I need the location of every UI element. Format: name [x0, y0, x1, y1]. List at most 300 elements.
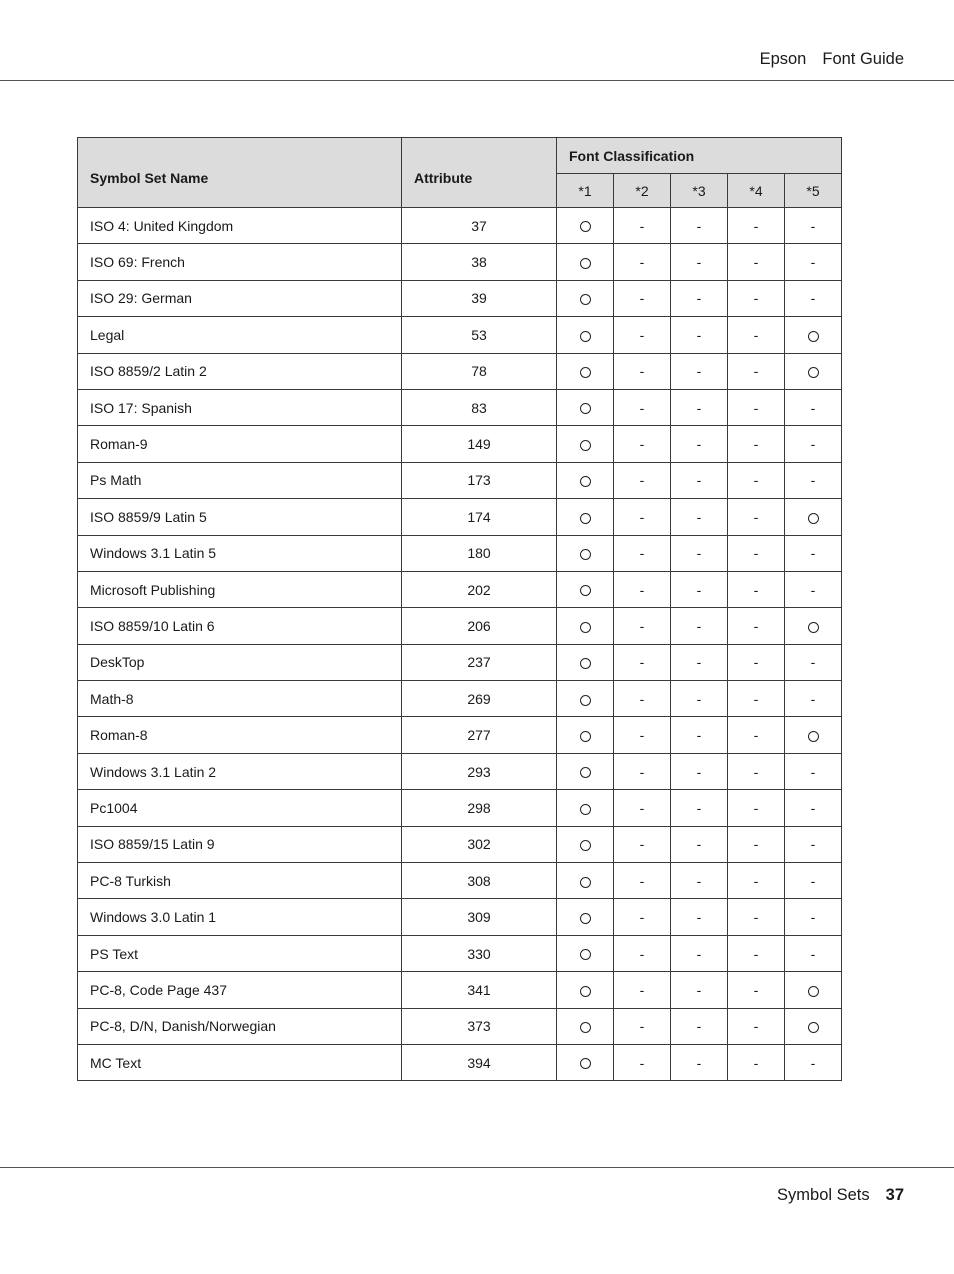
classification-cell-5: [785, 717, 842, 753]
not-supported-dash: -: [639, 763, 645, 780]
not-supported-dash: -: [696, 508, 702, 525]
not-supported-dash: -: [753, 763, 759, 780]
classification-cell-4: [728, 717, 785, 753]
not-supported-dash: -: [639, 254, 645, 271]
supported-circle-icon: [580, 767, 591, 778]
table-row: [78, 317, 842, 353]
not-supported-dash: -: [810, 836, 816, 853]
classification-cell-5: [785, 426, 842, 462]
classification-cell-2: [614, 863, 671, 899]
classification-cell-2: [614, 353, 671, 389]
classification-cell-3: [671, 753, 728, 789]
not-supported-dash: -: [753, 254, 759, 271]
classification-cell-1: [557, 753, 614, 789]
not-supported-dash: -: [696, 363, 702, 380]
classification-cell-2: [614, 644, 671, 680]
symbol-set-name: ISO 4: United Kingdom: [78, 208, 402, 244]
table-row: [78, 644, 842, 680]
classification-cell-4: [728, 1008, 785, 1044]
footer-section: Symbol Sets: [777, 1186, 870, 1204]
not-supported-dash: -: [810, 290, 816, 307]
not-supported-dash: -: [810, 472, 816, 489]
classification-cell-1: [557, 426, 614, 462]
supported-circle-icon: [808, 986, 819, 997]
not-supported-dash: -: [639, 363, 645, 380]
classification-cell-3: [671, 353, 728, 389]
symbol-set-name: PC-8, Code Page 437: [78, 972, 402, 1008]
symbol-set-name: ISO 8859/10 Latin 6: [78, 608, 402, 644]
not-supported-dash: -: [810, 945, 816, 962]
classification-cell-1: [557, 1008, 614, 1044]
classification-cell-4: [728, 608, 785, 644]
symbol-set-name: ISO 8859/15 Latin 9: [78, 826, 402, 862]
classification-cell-4: [728, 571, 785, 607]
not-supported-dash: -: [639, 945, 645, 962]
table-row: [78, 863, 842, 899]
not-supported-dash: -: [639, 508, 645, 525]
attribute-value: 309: [402, 899, 557, 935]
classification-cell-5: [785, 899, 842, 935]
supported-circle-icon: [808, 331, 819, 342]
supported-circle-icon: [808, 622, 819, 633]
supported-circle-icon: [580, 949, 591, 960]
not-supported-dash: -: [753, 799, 759, 816]
classification-cell-3: [671, 899, 728, 935]
classification-cell-5: [785, 389, 842, 425]
header-title: Font Guide: [822, 50, 904, 68]
symbol-set-name: Microsoft Publishing: [78, 571, 402, 607]
classification-cell-5: [785, 535, 842, 571]
not-supported-dash: -: [753, 472, 759, 489]
symbol-set-name: ISO 8859/9 Latin 5: [78, 499, 402, 535]
not-supported-dash: -: [810, 909, 816, 926]
not-supported-dash: -: [810, 654, 816, 671]
classification-cell-5: [785, 644, 842, 680]
supported-circle-icon: [580, 513, 591, 524]
header-rule: [0, 80, 954, 81]
not-supported-dash: -: [753, 326, 759, 343]
symbol-set-name: Pc1004: [78, 790, 402, 826]
table-row: [78, 208, 842, 244]
not-supported-dash: -: [753, 290, 759, 307]
classification-cell-2: [614, 280, 671, 316]
classification-cell-1: [557, 717, 614, 753]
classification-cell-4: [728, 244, 785, 280]
attribute-value: 53: [402, 317, 557, 353]
supported-circle-icon: [808, 1022, 819, 1033]
classification-cell-3: [671, 826, 728, 862]
classification-cell-4: [728, 826, 785, 862]
not-supported-dash: -: [696, 254, 702, 271]
not-supported-dash: -: [753, 545, 759, 562]
not-supported-dash: -: [753, 581, 759, 598]
table-row: [78, 353, 842, 389]
page-number: 37: [885, 1186, 904, 1204]
not-supported-dash: -: [810, 399, 816, 416]
classification-cell-2: [614, 571, 671, 607]
not-supported-dash: -: [639, 690, 645, 707]
classification-cell-1: [557, 208, 614, 244]
attribute-value: 180: [402, 535, 557, 571]
running-foot: [777, 1186, 904, 1205]
classification-cell-1: [557, 499, 614, 535]
classification-cell-3: [671, 863, 728, 899]
supported-circle-icon: [580, 549, 591, 560]
attribute-value: 394: [402, 1044, 557, 1080]
not-supported-dash: -: [696, 799, 702, 816]
not-supported-dash: -: [810, 217, 816, 234]
symbol-set-name: ISO 17: Spanish: [78, 389, 402, 425]
not-supported-dash: -: [696, 436, 702, 453]
classification-cell-2: [614, 935, 671, 971]
not-supported-dash: -: [696, 872, 702, 889]
classification-cell-2: [614, 1044, 671, 1080]
symbol-set-name: ISO 8859/2 Latin 2: [78, 353, 402, 389]
classification-cell-5: [785, 826, 842, 862]
classification-cell-3: [671, 681, 728, 717]
not-supported-dash: -: [639, 654, 645, 671]
classification-cell-5: [785, 244, 842, 280]
classification-cell-3: [671, 280, 728, 316]
classification-cell-3: [671, 935, 728, 971]
not-supported-dash: -: [753, 836, 759, 853]
supported-circle-icon: [580, 695, 591, 706]
not-supported-dash: -: [810, 581, 816, 598]
not-supported-dash: -: [696, 472, 702, 489]
classification-cell-4: [728, 535, 785, 571]
col-header-attribute: Attribute: [402, 138, 557, 208]
supported-circle-icon: [580, 367, 591, 378]
classification-cell-5: [785, 681, 842, 717]
not-supported-dash: -: [639, 1054, 645, 1071]
supported-circle-icon: [580, 258, 591, 269]
attribute-value: 206: [402, 608, 557, 644]
supported-circle-icon: [580, 877, 591, 888]
not-supported-dash: -: [810, 872, 816, 889]
classification-cell-4: [728, 208, 785, 244]
classification-cell-4: [728, 317, 785, 353]
table-row: [78, 972, 842, 1008]
sub-col-3: *3: [671, 174, 728, 208]
classification-cell-5: [785, 280, 842, 316]
not-supported-dash: -: [639, 981, 645, 998]
supported-circle-icon: [580, 221, 591, 232]
classification-cell-3: [671, 535, 728, 571]
attribute-value: 330: [402, 935, 557, 971]
not-supported-dash: -: [639, 909, 645, 926]
attribute-value: 173: [402, 462, 557, 498]
table-row: [78, 462, 842, 498]
classification-cell-5: [785, 863, 842, 899]
symbol-set-name: PS Text: [78, 935, 402, 971]
not-supported-dash: -: [810, 436, 816, 453]
not-supported-dash: -: [639, 436, 645, 453]
not-supported-dash: -: [696, 581, 702, 598]
classification-cell-3: [671, 608, 728, 644]
classification-cell-3: [671, 790, 728, 826]
not-supported-dash: -: [639, 872, 645, 889]
classification-cell-2: [614, 826, 671, 862]
not-supported-dash: -: [753, 690, 759, 707]
not-supported-dash: -: [639, 472, 645, 489]
classification-cell-4: [728, 972, 785, 1008]
classification-cell-1: [557, 389, 614, 425]
classification-cell-3: [671, 462, 728, 498]
not-supported-dash: -: [753, 217, 759, 234]
not-supported-dash: -: [753, 909, 759, 926]
not-supported-dash: -: [810, 254, 816, 271]
header-brand: Epson: [759, 50, 807, 68]
symbol-set-name: Math-8: [78, 681, 402, 717]
classification-cell-4: [728, 353, 785, 389]
classification-cell-3: [671, 389, 728, 425]
table-row: [78, 389, 842, 425]
classification-cell-2: [614, 790, 671, 826]
attribute-value: 373: [402, 1008, 557, 1044]
not-supported-dash: -: [810, 545, 816, 562]
not-supported-dash: -: [753, 654, 759, 671]
classification-cell-3: [671, 317, 728, 353]
classification-cell-1: [557, 317, 614, 353]
classification-cell-2: [614, 753, 671, 789]
not-supported-dash: -: [696, 545, 702, 562]
symbol-set-name: Windows 3.1 Latin 5: [78, 535, 402, 571]
not-supported-dash: -: [639, 326, 645, 343]
classification-cell-3: [671, 499, 728, 535]
supported-circle-icon: [580, 804, 591, 815]
attribute-value: 308: [402, 863, 557, 899]
supported-circle-icon: [808, 513, 819, 524]
attribute-value: 298: [402, 790, 557, 826]
classification-cell-5: [785, 608, 842, 644]
attribute-value: 38: [402, 244, 557, 280]
not-supported-dash: -: [753, 508, 759, 525]
classification-cell-1: [557, 571, 614, 607]
classification-cell-4: [728, 389, 785, 425]
table-row: [78, 753, 842, 789]
classification-cell-2: [614, 681, 671, 717]
not-supported-dash: -: [639, 727, 645, 744]
not-supported-dash: -: [639, 217, 645, 234]
classification-cell-5: [785, 499, 842, 535]
footer-rule: [0, 1167, 954, 1168]
classification-cell-5: [785, 1008, 842, 1044]
supported-circle-icon: [808, 367, 819, 378]
classification-cell-2: [614, 535, 671, 571]
symbol-set-table: [77, 137, 842, 1081]
classification-cell-3: [671, 1008, 728, 1044]
classification-cell-2: [614, 972, 671, 1008]
attribute-value: 149: [402, 426, 557, 462]
not-supported-dash: -: [639, 799, 645, 816]
not-supported-dash: -: [696, 690, 702, 707]
not-supported-dash: -: [753, 363, 759, 380]
table-row: [78, 681, 842, 717]
classification-cell-1: [557, 353, 614, 389]
supported-circle-icon: [580, 622, 591, 633]
symbol-set-name: Windows 3.0 Latin 1: [78, 899, 402, 935]
attribute-value: 293: [402, 753, 557, 789]
classification-cell-2: [614, 389, 671, 425]
table-row: [78, 499, 842, 535]
table-row: [78, 899, 842, 935]
table-row: [78, 790, 842, 826]
not-supported-dash: -: [753, 1018, 759, 1035]
classification-cell-5: [785, 208, 842, 244]
not-supported-dash: -: [753, 945, 759, 962]
not-supported-dash: -: [753, 727, 759, 744]
supported-circle-icon: [580, 1022, 591, 1033]
symbol-set-name: Roman-9: [78, 426, 402, 462]
table-row: [78, 244, 842, 280]
classification-cell-2: [614, 208, 671, 244]
classification-cell-4: [728, 863, 785, 899]
symbol-set-name: Roman-8: [78, 717, 402, 753]
sub-col-1: *1: [557, 174, 614, 208]
symbol-set-name: Legal: [78, 317, 402, 353]
not-supported-dash: -: [639, 545, 645, 562]
not-supported-dash: -: [696, 763, 702, 780]
classification-cell-5: [785, 935, 842, 971]
classification-cell-2: [614, 317, 671, 353]
classification-cell-1: [557, 462, 614, 498]
attribute-value: 37: [402, 208, 557, 244]
table-row: [78, 426, 842, 462]
not-supported-dash: -: [696, 617, 702, 634]
classification-cell-2: [614, 1008, 671, 1044]
table-row: [78, 717, 842, 753]
attribute-value: 174: [402, 499, 557, 535]
not-supported-dash: -: [639, 1018, 645, 1035]
not-supported-dash: -: [696, 326, 702, 343]
classification-cell-1: [557, 826, 614, 862]
supported-circle-icon: [580, 731, 591, 742]
classification-cell-1: [557, 244, 614, 280]
attribute-value: 302: [402, 826, 557, 862]
attribute-value: 277: [402, 717, 557, 753]
classification-cell-1: [557, 1044, 614, 1080]
attribute-value: 269: [402, 681, 557, 717]
supported-circle-icon: [580, 986, 591, 997]
classification-cell-3: [671, 571, 728, 607]
classification-cell-4: [728, 935, 785, 971]
table-row: [78, 935, 842, 971]
not-supported-dash: -: [696, 217, 702, 234]
classification-cell-4: [728, 1044, 785, 1080]
classification-cell-1: [557, 644, 614, 680]
classification-cell-1: [557, 935, 614, 971]
classification-cell-4: [728, 753, 785, 789]
symbol-set-name: PC-8, D/N, Danish/Norwegian: [78, 1008, 402, 1044]
symbol-set-name: Ps Math: [78, 462, 402, 498]
attribute-value: 237: [402, 644, 557, 680]
not-supported-dash: -: [696, 654, 702, 671]
not-supported-dash: -: [753, 1054, 759, 1071]
classification-cell-4: [728, 462, 785, 498]
not-supported-dash: -: [639, 581, 645, 598]
symbol-set-name: PC-8 Turkish: [78, 863, 402, 899]
attribute-value: 39: [402, 280, 557, 316]
not-supported-dash: -: [696, 1054, 702, 1071]
supported-circle-icon: [580, 585, 591, 596]
attribute-value: 78: [402, 353, 557, 389]
attribute-value: 202: [402, 571, 557, 607]
classification-cell-1: [557, 280, 614, 316]
running-head: [744, 50, 904, 69]
symbol-set-name: Windows 3.1 Latin 2: [78, 753, 402, 789]
supported-circle-icon: [580, 913, 591, 924]
classification-cell-3: [671, 717, 728, 753]
classification-cell-4: [728, 790, 785, 826]
supported-circle-icon: [580, 1058, 591, 1069]
not-supported-dash: -: [810, 1054, 816, 1071]
classification-cell-2: [614, 608, 671, 644]
table-row: [78, 1008, 842, 1044]
classification-cell-3: [671, 972, 728, 1008]
classification-cell-3: [671, 1044, 728, 1080]
symbol-set-name: ISO 69: French: [78, 244, 402, 280]
classification-cell-1: [557, 972, 614, 1008]
classification-cell-4: [728, 644, 785, 680]
classification-cell-5: [785, 353, 842, 389]
not-supported-dash: -: [639, 836, 645, 853]
symbol-set-name: MC Text: [78, 1044, 402, 1080]
not-supported-dash: -: [696, 836, 702, 853]
not-supported-dash: -: [696, 290, 702, 307]
supported-circle-icon: [580, 840, 591, 851]
not-supported-dash: -: [696, 399, 702, 416]
table-row: [78, 826, 842, 862]
attribute-value: 83: [402, 389, 557, 425]
classification-cell-1: [557, 863, 614, 899]
col-header-name: Symbol Set Name: [78, 138, 402, 208]
classification-cell-3: [671, 208, 728, 244]
supported-circle-icon: [808, 731, 819, 742]
classification-cell-1: [557, 790, 614, 826]
classification-cell-5: [785, 571, 842, 607]
classification-cell-2: [614, 462, 671, 498]
attribute-value: 341: [402, 972, 557, 1008]
classification-cell-3: [671, 426, 728, 462]
classification-cell-4: [728, 681, 785, 717]
col-header-font-classification: Font Classification: [557, 138, 842, 174]
classification-cell-5: [785, 1044, 842, 1080]
table-row: [78, 1044, 842, 1080]
not-supported-dash: -: [639, 617, 645, 634]
classification-cell-5: [785, 753, 842, 789]
table-row: [78, 571, 842, 607]
supported-circle-icon: [580, 294, 591, 305]
not-supported-dash: -: [753, 872, 759, 889]
not-supported-dash: -: [753, 399, 759, 416]
sub-col-4: *4: [728, 174, 785, 208]
classification-cell-4: [728, 899, 785, 935]
supported-circle-icon: [580, 658, 591, 669]
not-supported-dash: -: [753, 617, 759, 634]
classification-cell-2: [614, 499, 671, 535]
classification-cell-1: [557, 899, 614, 935]
not-supported-dash: -: [696, 1018, 702, 1035]
classification-cell-4: [728, 426, 785, 462]
classification-cell-1: [557, 608, 614, 644]
classification-cell-4: [728, 499, 785, 535]
classification-cell-2: [614, 244, 671, 280]
not-supported-dash: -: [696, 909, 702, 926]
table-row: [78, 608, 842, 644]
classification-cell-5: [785, 790, 842, 826]
sub-col-5: *5: [785, 174, 842, 208]
not-supported-dash: -: [696, 981, 702, 998]
